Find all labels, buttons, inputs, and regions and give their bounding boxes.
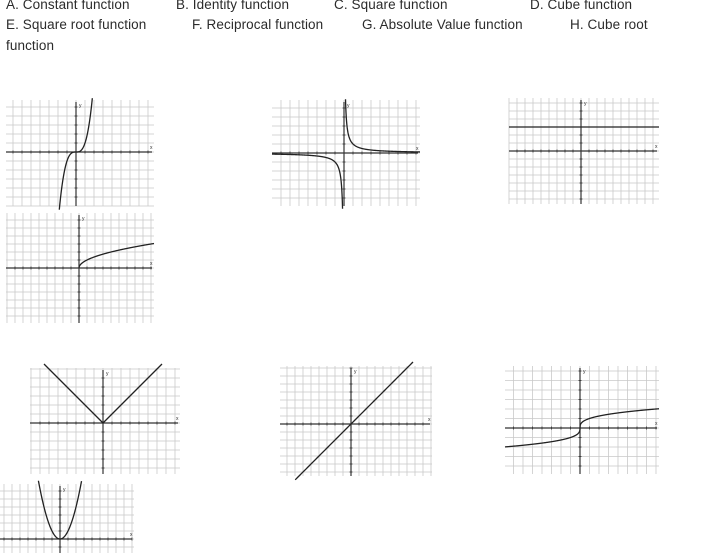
- x-axis-label: x: [428, 417, 431, 423]
- graph-identity: [280, 366, 432, 476]
- graph-absolute-value: [30, 368, 180, 474]
- graph-cube-root-plot: [505, 366, 659, 474]
- option-e: E. Square root function: [6, 17, 147, 32]
- x-axis-label: x: [176, 416, 179, 422]
- grid: [280, 366, 432, 476]
- graph-square-root-plot: [6, 213, 154, 323]
- y-axis-label: y: [584, 101, 587, 107]
- graph-square: [0, 484, 134, 553]
- graph-constant: [509, 98, 659, 204]
- x-axis-label: x: [150, 261, 153, 267]
- y-axis-label: y: [583, 369, 586, 375]
- y-axis-label: y: [354, 369, 357, 375]
- graph-cube: [6, 100, 154, 206]
- option-b: B. Identity function: [176, 0, 290, 12]
- graph-constant-plot: [509, 98, 659, 204]
- y-axis-label: y: [79, 103, 82, 109]
- graph-identity-plot: [280, 366, 432, 476]
- x-axis-label: x: [655, 421, 658, 427]
- graph-cube-plot: [6, 100, 154, 206]
- y-axis-label: y: [347, 103, 350, 109]
- y-axis-label: y: [82, 216, 85, 222]
- y-axis-label: y: [63, 487, 66, 493]
- option-f: F. Reciprocal function: [192, 17, 324, 32]
- y-axis-label: y: [106, 371, 109, 377]
- x-axis-label: x: [150, 145, 153, 151]
- x-axis-label: x: [416, 146, 419, 152]
- option-d: D. Cube function: [530, 0, 633, 12]
- graph-reciprocal: [272, 100, 420, 206]
- option-c: C. Square function: [334, 0, 448, 12]
- grid: [6, 100, 154, 206]
- graph-square-root: [6, 213, 154, 323]
- option-g: G. Absolute Value function: [362, 17, 523, 32]
- function-curve: [295, 362, 413, 480]
- graph-reciprocal-plot: [272, 100, 420, 206]
- x-axis-label: x: [130, 532, 133, 538]
- grid: [505, 366, 659, 474]
- grid: [0, 484, 134, 553]
- graph-square-plot: [0, 484, 134, 553]
- option-h-continued: function: [6, 38, 55, 53]
- option-a: A. Constant function: [6, 0, 130, 12]
- graph-absolute-value-plot: [30, 368, 180, 474]
- graph-cube-root: [505, 366, 659, 474]
- x-axis-label: x: [655, 144, 658, 150]
- option-h: H. Cube root: [570, 17, 648, 32]
